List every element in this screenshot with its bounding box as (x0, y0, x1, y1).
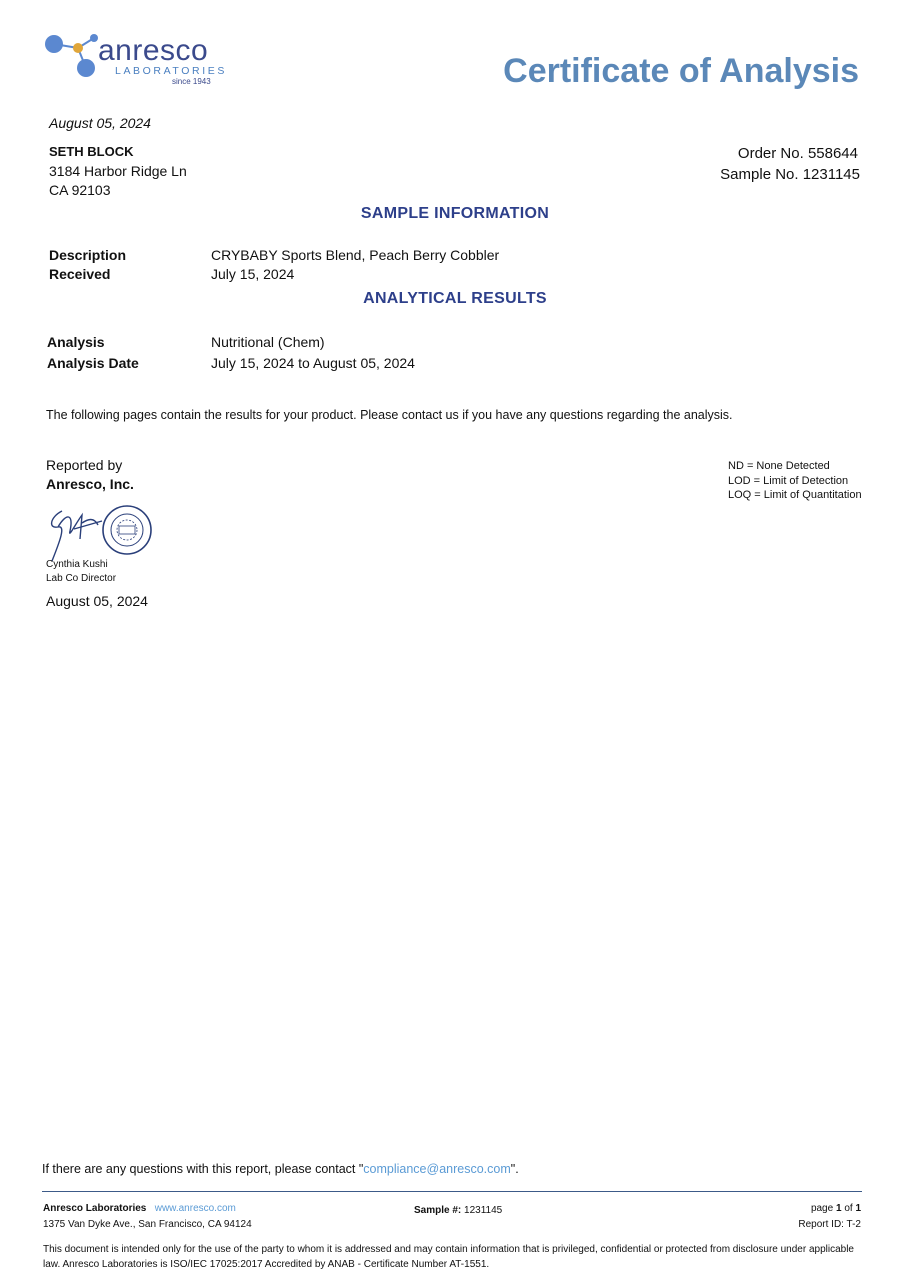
contact-text-end: ". (510, 1162, 519, 1176)
footer-website-link[interactable]: www.anresco.com (154, 1203, 236, 1214)
legend-item-lod: LOD = Limit of Detection (728, 474, 849, 487)
page-indicator (798, 1202, 861, 1217)
footer-address: 1375 Van Dyke Ave., San Francisco, CA 94124 (43, 1218, 252, 1230)
analysis-label: Analysis (47, 334, 105, 350)
legend-item-loq: LOQ = Limit of Quantitation (728, 489, 862, 502)
logo-since: since 1943 (172, 77, 211, 86)
page-total: 1 (855, 1203, 861, 1214)
description-label: Description (49, 247, 127, 263)
description-value: CRYBABY Sports Blend, Peach Berry Cobbler (211, 247, 500, 263)
footer-right (798, 1202, 861, 1232)
footer-sample (414, 1204, 502, 1219)
footer-disclaimer: This document is intended only for the use of the party to whom it is addressed and may contain information that is privileged, confidential or protected from disclosure under applicable law. Anresco Laboratories is ISO/IEC 17025:2017 Accredited by ANAB - Certificate Number AT-1551. (43, 1244, 854, 1270)
page-label: page (810, 1203, 834, 1214)
reported-by-company: Anresco, Inc. (46, 476, 134, 492)
reported-by-label: Reported by (46, 457, 123, 473)
contact-text: If there are any questions with this report, please contact " (42, 1162, 364, 1176)
client-address-line2: CA 92103 (49, 182, 111, 198)
footer-divider (42, 1191, 862, 1192)
received-value: July 15, 2024 (211, 266, 295, 282)
logo-molecule-icon (44, 32, 104, 84)
abbreviation-legend (728, 459, 862, 503)
page-current: 1 (835, 1203, 842, 1214)
signer-title: Lab Co Director (46, 573, 117, 584)
client-address-line1: 3184 Harbor Ridge Ln (49, 163, 187, 179)
footer-left (43, 1202, 252, 1232)
analysis-value: Nutritional (Chem) (211, 334, 325, 350)
logo-subtitle: LABORATORIES (115, 65, 227, 77)
company-seal-icon (101, 504, 153, 556)
signature-icon (40, 505, 110, 565)
report-id: Report ID: T-2 (798, 1218, 861, 1230)
client-name: SETH BLOCK (49, 144, 134, 159)
footer-sample-label: Sample #: (414, 1205, 462, 1216)
footer-sample-value: 1231145 (464, 1205, 503, 1216)
company-logo (44, 32, 244, 88)
page-of: of (844, 1203, 853, 1214)
analytical-results-heading: ANALYTICAL RESULTS (363, 290, 547, 307)
compliance-email-link[interactable]: compliance@anresco.com (363, 1162, 511, 1176)
signature-date: August 05, 2024 (46, 593, 148, 609)
sample-information-heading: SAMPLE INFORMATION (360, 205, 550, 222)
order-number: Order No. 558644 (737, 145, 858, 162)
analysis-date-label: Analysis Date (47, 355, 139, 371)
contact-line (42, 1162, 519, 1176)
analysis-date-value: July 15, 2024 to August 05, 2024 (211, 355, 415, 371)
intro-text: The following pages contain the results for your product. Please contact us if you have any questions regarding the analysis. (46, 408, 733, 422)
legend-item-nd: ND = None Detected (728, 460, 830, 472)
footer-company: Anresco Laboratories (43, 1203, 147, 1214)
sample-number: Sample No. 1231145 (720, 166, 860, 183)
page-title: Certificate of Analysis (503, 52, 859, 90)
signer-name: Cynthia Kushi (46, 559, 108, 570)
logo-wordmark: anresco (98, 34, 209, 67)
received-label: Received (49, 266, 111, 282)
report-date: August 05, 2024 (49, 115, 151, 131)
